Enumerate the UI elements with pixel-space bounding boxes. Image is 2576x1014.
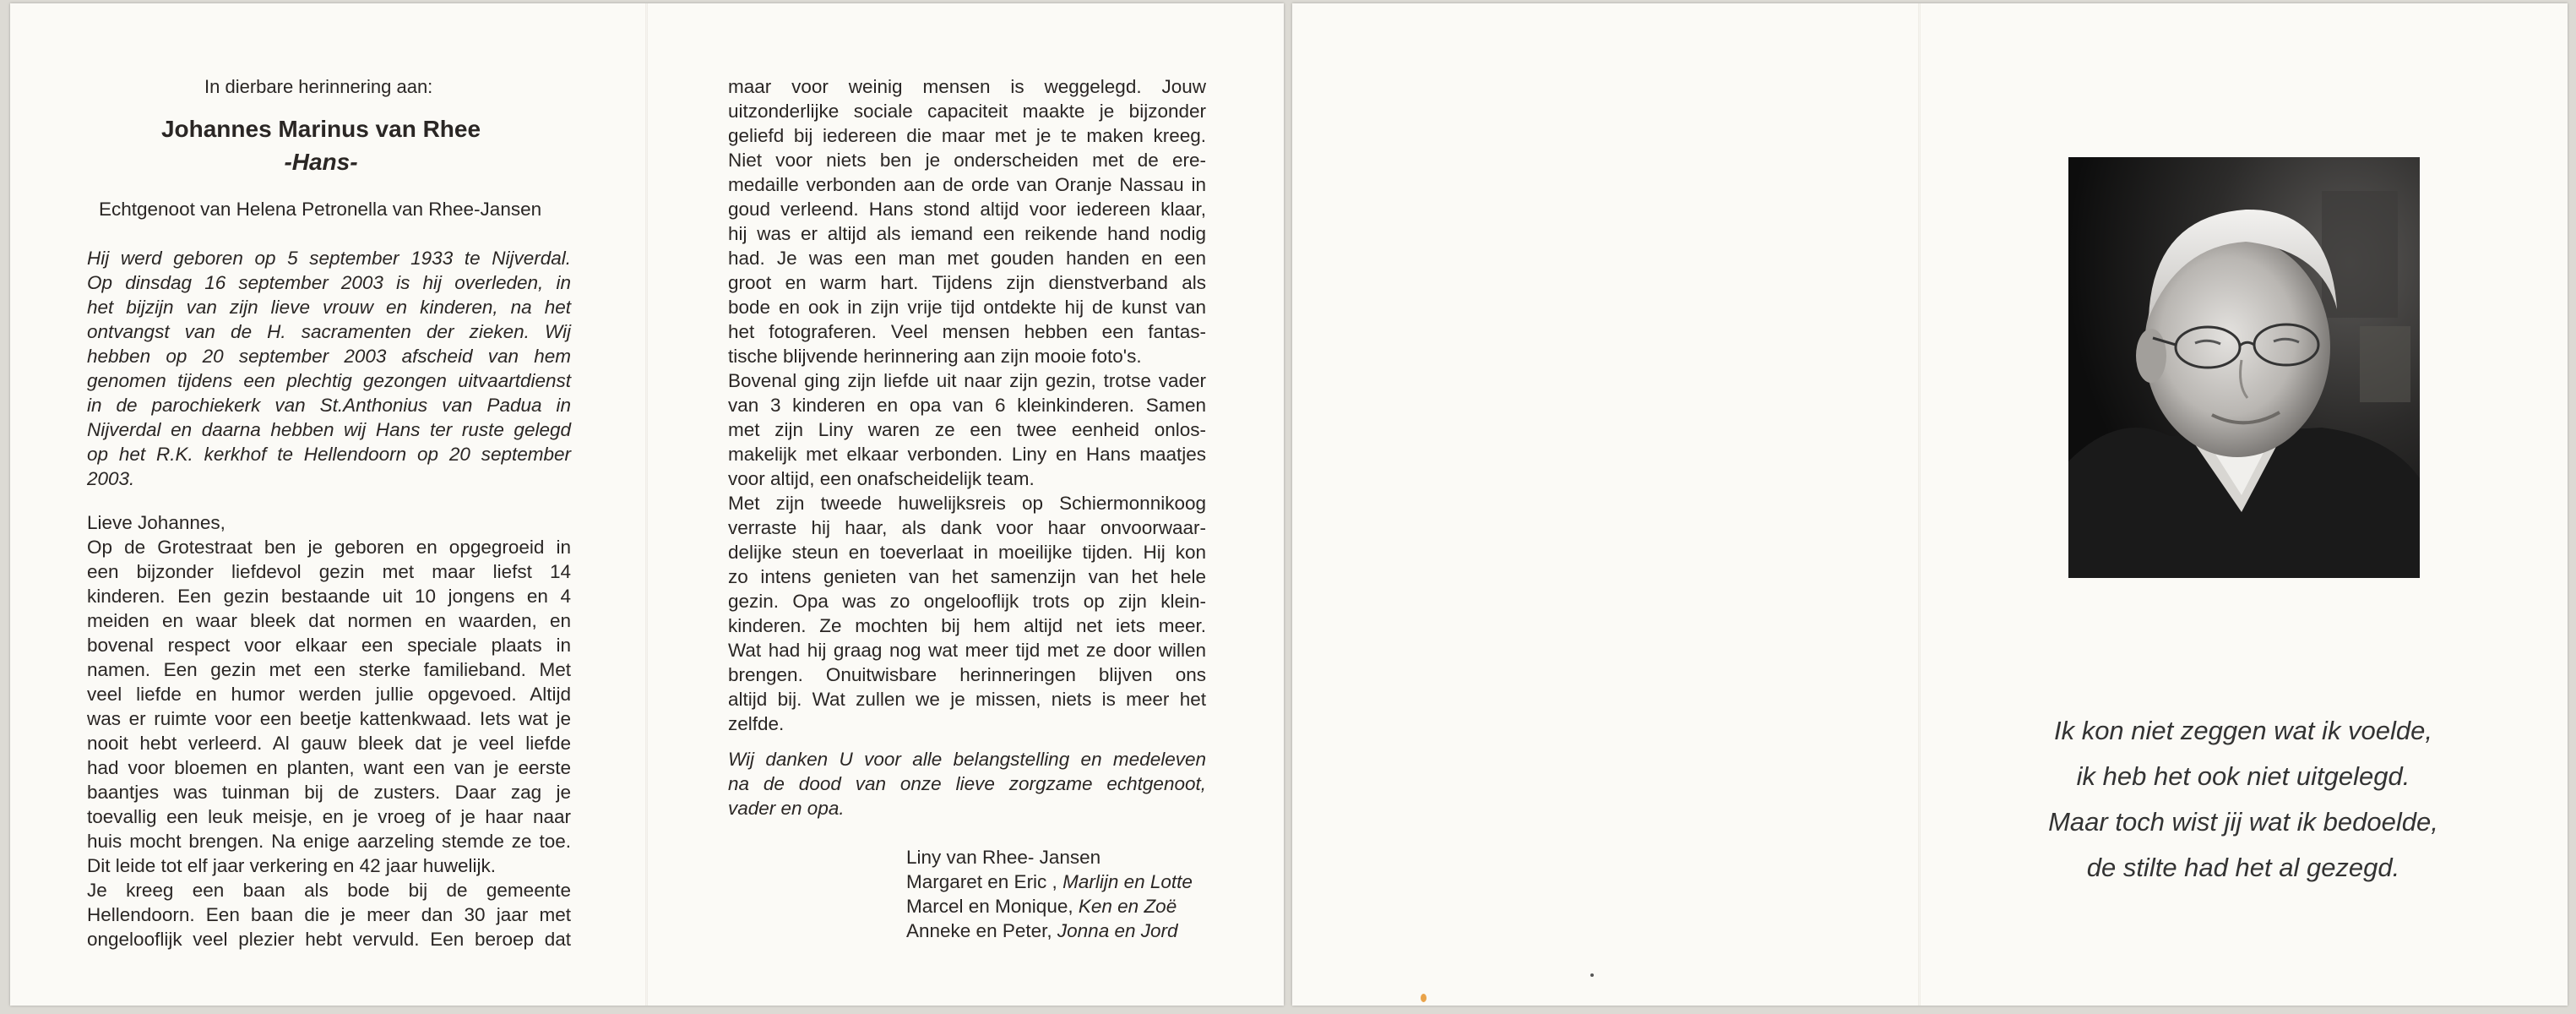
bio-line: het bijzijn van zijn lieve vrouw en kinderen, na het xyxy=(87,297,571,318)
bio-line: Op dinsdag 16 september 2003 is hij overleden, in xyxy=(87,272,571,293)
letter-line: nooit hebt verleerd. Al gauw bleek dat je veel liefde xyxy=(87,733,571,754)
letter-line: medaille verbonden aan de orde van Oranje Nassau in xyxy=(728,174,1206,195)
letter-line: geliefd bij iedereen die maar met je te maken kreeg. xyxy=(728,125,1206,146)
bio-line: hebben op 20 september 2003 afscheid van hem xyxy=(87,346,571,367)
bio-line: 2003. xyxy=(87,468,135,489)
letter-line: zelfde. xyxy=(728,713,785,734)
fold-line xyxy=(1918,3,1921,1006)
letter-line: uitzonderlijke sociale capaciteit maakte je bijzonder xyxy=(728,101,1206,122)
salutation: Lieve Johannes, xyxy=(87,512,226,533)
portrait-photo xyxy=(2068,157,2420,578)
letter-line: maar voor weinig mensen is weggelegd. Jouw xyxy=(728,76,1206,97)
family-entry: Margaret en Eric , Marlijn en Lotte xyxy=(906,871,1193,892)
letter-line: Met zijn tweede huwelijksreis op Schiermonnikoog xyxy=(728,493,1206,514)
letter-line: zo intens genieten van het samenzijn van het hele xyxy=(728,566,1206,587)
letter-line: Niet voor niets ben je onderscheiden met de ere- xyxy=(728,150,1206,171)
letter-line: meiden en waar bleek dat normen en waarden, en xyxy=(87,610,571,631)
paper-speck xyxy=(1590,973,1594,977)
letter-line: was er ruimte voor een beetje kattenkwaad. Iets wat je xyxy=(87,708,571,729)
bio-line: Nijverdal en daarna hebben wij Hans ter ruste gelegd xyxy=(87,419,571,440)
letter-line: altijd bij. Wat zullen we je missen, niets is meer het xyxy=(728,689,1206,710)
poem-line: Ik kon niet zeggen wat ik voelde, xyxy=(2053,716,2433,745)
letter-line: voor altijd, een onafscheidelijk team. xyxy=(728,468,1035,489)
biography-paragraph xyxy=(87,246,571,491)
letter-line: Je kreeg een baan als bode bij de gemeente xyxy=(87,880,571,901)
letter-line: delijke steun en toeverlaat in moeilijke tijden. Hij kon xyxy=(728,542,1206,563)
portrait-image xyxy=(2068,157,2420,578)
family-signatures xyxy=(906,845,1193,943)
family-entry: Anneke en Peter, Jonna en Jord xyxy=(906,920,1178,941)
letter-line: namen. Een gezin met een sterke familieband. Met xyxy=(87,659,571,680)
family-entry: Marcel en Monique, Ken en Zoë xyxy=(906,896,1177,917)
bio-line: op het R.K. kerkhof te Hellendoorn op 20 september xyxy=(87,444,571,465)
letter-line: verraste hij haar, als dank voor haar onvoorwaar- xyxy=(728,517,1206,538)
letter-line: kinderen. Een gezin bestaande uit 10 jongens en 4 xyxy=(87,586,571,607)
thanks-line: vader en opa. xyxy=(728,798,845,819)
letter-line: met zijn Liny waren ze een twee eenheid onlos- xyxy=(728,419,1206,440)
fold-line xyxy=(645,3,648,1006)
letter-line: Wat had hij graag nog wat meer tijd met ze door willen xyxy=(728,640,1206,661)
bio-line: genomen tijdens een plechtig gezongen uitvaartdienst xyxy=(87,370,571,391)
poem-line: Maar toch wist jij wat ik bedoelde, xyxy=(2048,807,2438,837)
letter-line: van 3 kinderen en opa van 6 kleinkinderen. Samen xyxy=(728,395,1206,416)
thanks-line: Wij danken U voor alle belangstelling en medeleven xyxy=(728,749,1206,770)
thanks-line: na de dood van onze lieve zorgzame echtgenoot, xyxy=(728,773,1206,794)
letter-line: huis mocht brengen. Na enige aarzeling stemde ze toe. xyxy=(87,831,571,852)
letter-line: toevallig een leuk meisje, en je vroeg of je haar naar xyxy=(87,806,571,827)
deceased-nickname: -Hans- xyxy=(284,149,358,175)
poem-line: de stilte had het al gezegd. xyxy=(2086,853,2400,882)
letter-line: tische blijvende herinnering aan zijn mooie foto's. xyxy=(728,346,1142,367)
deceased-name: Johannes Marinus van Rhee xyxy=(160,116,481,142)
letter-line: bovenal respect voor elkaar een speciale plaats in xyxy=(87,635,571,656)
letter-line: baantjes was tuinman bij de zusters. Daar zag je xyxy=(87,782,571,803)
letter-column-1 xyxy=(87,535,571,951)
letter-line: had voor bloemen en planten, want een van je eerste xyxy=(87,757,571,778)
letter-line: Bovenal ging zijn liefde uit naar zijn gezin, trotse vader xyxy=(728,370,1206,391)
letter-column-2 xyxy=(728,74,1206,736)
letter-line: kinderen. Ze mochten bij hem altijd net iets meer. xyxy=(728,615,1206,636)
letter-line: hij was er altijd als iemand een reikende hand nodig xyxy=(728,223,1206,244)
letter-line: groot en warm hart. Tijdens zijn dienstverband als xyxy=(728,272,1206,293)
letter-line: goud verleend. Hans stond altijd voor iedereen klaar, xyxy=(728,199,1206,220)
bio-line: in de parochiekerk van St.Anthonius van Padua in xyxy=(87,395,571,416)
letter-line: veel liefde en humor werden jullie opgevoed. Altijd xyxy=(87,684,571,705)
letter-line: bode en ook in zijn vrije tijd ontdekte hij de kunst van xyxy=(728,297,1206,318)
letter-line: makelijk met elkaar verbonden. Liny en Hans maatjes xyxy=(728,444,1206,465)
family-entry: Liny van Rhee- Jansen xyxy=(906,847,1101,868)
bio-line: Hij werd geboren op 5 september 1933 te Nijverdal. xyxy=(87,248,571,269)
letter-line: het fotograferen. Veel mensen hebben een fantas- xyxy=(728,321,1206,342)
memorial-poem xyxy=(1973,708,2514,891)
letter-line: had. Je was een man met gouden handen en een xyxy=(728,248,1206,269)
letter-line: Hellendoorn. Een baan die je meer dan 30 jaar met xyxy=(87,904,571,925)
letter-line: brengen. Onuitwisbare herinneringen blijven ons xyxy=(728,664,1206,685)
bio-line: ontvangst van de H. sacramenten der zieken. Wij xyxy=(87,321,571,342)
poem-line: ik heb het ook niet uitgelegd. xyxy=(2076,761,2410,791)
letter-line: Op de Grotestraat ben je geboren en opgegroeid in xyxy=(87,537,571,558)
spouse-line: Echtgenoot van Helena Petronella van Rhee-Jansen xyxy=(99,199,542,220)
paper-speck xyxy=(1421,994,1427,1002)
letter-line: een bijzonder liefdevol gezin met maar liefst 14 xyxy=(87,561,571,582)
thanks-paragraph xyxy=(728,747,1206,820)
letter-line: gezin. Opa was zo ongelooflijk trots op zijn klein- xyxy=(728,591,1206,612)
intro-line: In dierbare herinnering aan: xyxy=(204,76,433,97)
letter-line: Dit leide tot elf jaar verkering en 42 jaar huwelijk. xyxy=(87,855,496,876)
letter-line: ongelooflijk veel plezier hebt vervuld. Een beroep dat xyxy=(87,929,571,950)
